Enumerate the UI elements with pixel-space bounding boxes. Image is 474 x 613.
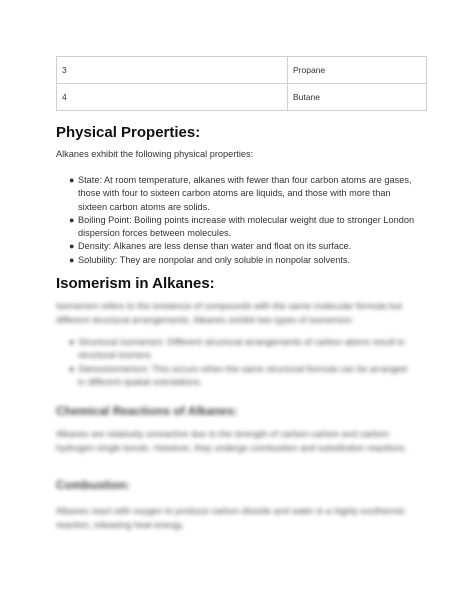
isomerism-list (56, 336, 416, 389)
list-item-text: Boiling Point: Boiling points increase with molecular weight due to stronger London dispersion forces between molecules. (78, 214, 415, 239)
table-row (57, 57, 427, 84)
list-item (56, 254, 416, 267)
list-item (56, 336, 416, 363)
list-item-text: Structural Isomerism: Different structural arrangements of carbon atoms result in structural isomers. (78, 337, 405, 361)
table-row (57, 84, 427, 111)
table-cell-name: Butane (288, 84, 427, 111)
chemical-reactions-intro: Alkanes are relatively unreactive due to the strength of carbon-carbon and carbon-hydrogen single bonds. However, they undergo combustion and substitution reactions. (56, 429, 407, 453)
combustion-heading: Combustion: (56, 478, 130, 492)
list-item-text: Solubility: They are nonpolar and only soluble in nonpolar solvents. (78, 254, 351, 265)
table-cell-name: Propane (288, 57, 427, 84)
bullet-icon: ● (69, 175, 75, 185)
combustion-intro: Alkanes react with oxygen to produce carbon dioxide and water in a highly exothermic reaction, releasing heat energy. (56, 506, 406, 530)
bullet-icon: ● (69, 214, 75, 225)
chemical-reactions-heading: Chemical Reactions of Alkanes: (56, 404, 238, 418)
list-item-text: State: At room temperature, alkanes with fewer than four carbon atoms are gases, those with four to sixteen carbon atoms are liquids, and those with more than sixteen carbon atoms are solids. (78, 175, 412, 212)
list-item (56, 174, 416, 214)
table-cell-number: 4 (57, 84, 288, 111)
alkane-table (56, 56, 427, 111)
bullet-icon: ● (69, 337, 75, 347)
list-item (56, 214, 416, 241)
list-item-text: Density: Alkanes are less dense than water and float on its surface. (78, 241, 352, 252)
physical-properties-heading: Physical Properties: (56, 124, 201, 141)
table-cell-number: 3 (57, 57, 288, 84)
physical-properties-list (56, 174, 416, 267)
physical-properties-intro: Alkanes exhibit the following physical properties: (56, 149, 254, 159)
list-item-text: Stereoisomerism: This occurs when the same structural formula can be arranged in different spatial orientations. (78, 363, 407, 387)
list-item (56, 363, 416, 390)
bullet-icon: ● (69, 254, 75, 265)
bullet-icon: ● (69, 363, 75, 374)
list-item (56, 240, 416, 253)
bullet-icon: ● (69, 241, 75, 252)
isomerism-heading: Isomerism in Alkanes: (56, 275, 215, 292)
isomerism-intro: Isomerism refers to the existence of compounds with the same molecular formula but different structural arrangements. Alkanes exhibit two types of isomerism: (56, 301, 402, 325)
